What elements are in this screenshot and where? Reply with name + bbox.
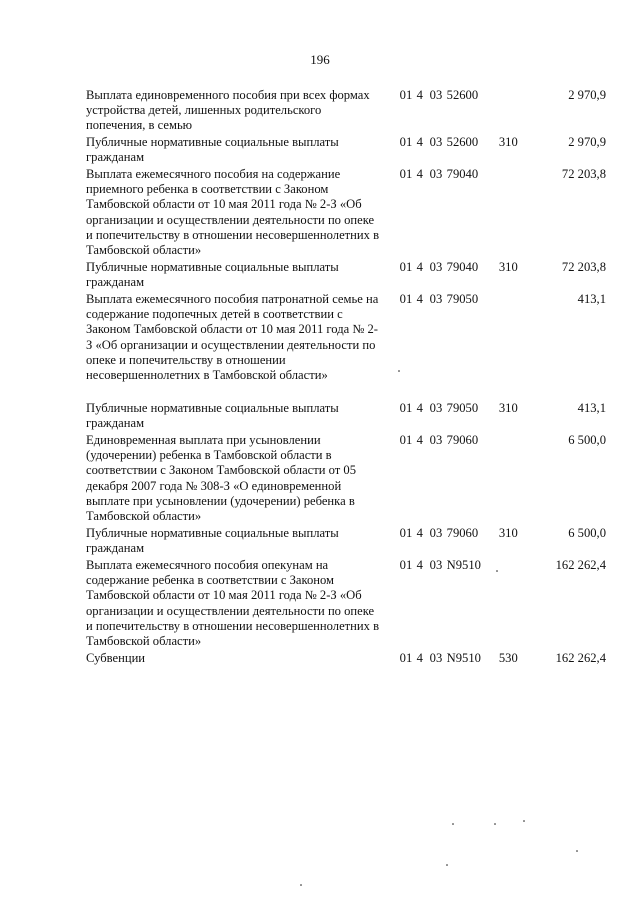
code-part: N9510 bbox=[446, 651, 481, 665]
code-part: 03 bbox=[429, 526, 443, 540]
row-code bbox=[388, 167, 499, 182]
code-part: 4 bbox=[416, 167, 423, 181]
row-amount: 162 262,4 bbox=[555, 558, 606, 572]
code-part: 03 bbox=[429, 260, 443, 274]
code-part: 4 bbox=[416, 260, 423, 274]
table-row bbox=[86, 433, 606, 526]
row-amount: 72 203,8 bbox=[561, 167, 606, 181]
row-code bbox=[388, 260, 499, 275]
row-name: Выплата ежемесячного пособия патронатной семье на содержание подопечных детей в соответствии с Законом Тамбовской области от 10 мая 2011 года № 2-З «Об организации и осуществлении деятельности по опеке и попечительству в отношении несовершеннолетних в Тамбовской области» bbox=[86, 292, 379, 383]
code-part: 4 bbox=[416, 526, 423, 540]
code-part: 4 bbox=[416, 651, 423, 665]
row-name: Публичные нормативные социальные выплаты гражданам bbox=[86, 526, 339, 556]
scan-speck bbox=[523, 820, 525, 822]
code-part: 01 bbox=[399, 558, 413, 572]
row-code bbox=[388, 292, 499, 307]
row-code bbox=[388, 433, 499, 448]
code-part: 4 bbox=[416, 88, 423, 102]
code-part: 03 bbox=[429, 433, 443, 447]
page-number: 196 bbox=[310, 52, 330, 67]
code-part: 03 bbox=[429, 135, 443, 149]
code-part: 4 bbox=[416, 433, 423, 447]
code-part: 79050 bbox=[446, 401, 479, 415]
code-part: 01 bbox=[399, 260, 413, 274]
row-amount: 2 970,9 bbox=[568, 88, 606, 102]
budget-table bbox=[86, 88, 606, 671]
code-part: 52600 bbox=[446, 88, 479, 102]
table-row bbox=[86, 260, 606, 292]
code-part: 01 bbox=[399, 401, 413, 415]
row-amount: 6 500,0 bbox=[568, 526, 606, 540]
row-amount: 162 262,4 bbox=[555, 651, 606, 665]
row-name: Единовременная выплата при усыновлении (удочерении) ребенка в Тамбовской области в соответствии с Законом Тамбовской области от 05 декабря 2007 года № 308-З «О единовременной выплате при усыновлении (удочерении) ребенка в Тамбовской области» bbox=[86, 433, 357, 524]
code-part: 03 bbox=[429, 401, 443, 415]
row-name: Публичные нормативные социальные выплаты гражданам bbox=[86, 135, 339, 165]
row-name: Публичные нормативные социальные выплаты гражданам bbox=[86, 401, 339, 431]
scan-speck bbox=[446, 864, 448, 866]
code-part: 4 bbox=[416, 401, 423, 415]
code-part: 4 bbox=[416, 558, 423, 572]
table-row bbox=[86, 88, 606, 135]
row-code bbox=[388, 401, 499, 416]
row-name: Субвенции bbox=[86, 651, 146, 665]
code-part: 79060 bbox=[446, 433, 479, 447]
code-part: 01 bbox=[399, 526, 413, 540]
row-amount: 2 970,9 bbox=[568, 135, 606, 149]
row-amount: 413,1 bbox=[577, 401, 606, 415]
scan-speck bbox=[494, 823, 496, 825]
row-name: Публичные нормативные социальные выплаты гражданам bbox=[86, 260, 339, 290]
scan-speck bbox=[398, 370, 400, 372]
row-vr: 310 bbox=[498, 135, 518, 149]
scan-speck bbox=[576, 850, 578, 852]
row-code bbox=[388, 558, 499, 573]
row-amount: 6 500,0 bbox=[568, 433, 606, 447]
table-row bbox=[86, 401, 606, 433]
code-part: N9510 bbox=[446, 558, 481, 572]
code-part: 79040 bbox=[446, 260, 479, 274]
code-part: 79060 bbox=[446, 526, 479, 540]
row-code bbox=[388, 526, 499, 541]
code-part: 01 bbox=[399, 88, 413, 102]
row-vr: 310 bbox=[498, 401, 518, 415]
code-part: 03 bbox=[429, 292, 443, 306]
row-amount: 72 203,8 bbox=[561, 260, 606, 274]
row-name: Выплата ежемесячного пособия опекунам на содержание ребенка в соответствии с Законом Тамбовской области от 10 мая 2011 года № 2-З «Об организации и осуществлении деятельности по опеке и попечительству в отношении несовершеннолетних в Тамбовской области» bbox=[86, 558, 380, 649]
code-part: 79050 bbox=[446, 292, 479, 306]
table-row bbox=[86, 651, 606, 671]
table-row bbox=[86, 526, 606, 558]
row-vr: 530 bbox=[498, 651, 518, 665]
row-name: Выплата ежемесячного пособия на содержание приемного ребенка в соответствии с Законом Тамбовской области от 10 мая 2011 года № 2-З «Об организации и осуществлении деятельности по опеке и попечительству в отношении несовершеннолетних в Тамбовской области» bbox=[86, 167, 380, 258]
scan-speck bbox=[452, 823, 454, 825]
table-row bbox=[86, 292, 606, 401]
code-part: 79040 bbox=[446, 167, 479, 181]
row-code bbox=[388, 88, 499, 103]
row-vr: 310 bbox=[498, 260, 518, 274]
scan-speck bbox=[300, 884, 302, 886]
code-part: 01 bbox=[399, 292, 413, 306]
table-row bbox=[86, 558, 606, 651]
row-vr: 310 bbox=[498, 526, 518, 540]
code-part: 01 bbox=[399, 433, 413, 447]
code-part: 01 bbox=[399, 135, 413, 149]
row-code bbox=[388, 651, 499, 666]
code-part: 52600 bbox=[446, 135, 479, 149]
row-code bbox=[388, 135, 499, 150]
table-row bbox=[86, 135, 606, 167]
code-part: 4 bbox=[416, 292, 423, 306]
table-row bbox=[86, 167, 606, 260]
code-part: 03 bbox=[429, 88, 443, 102]
code-part: 4 bbox=[416, 135, 423, 149]
scan-speck bbox=[496, 570, 498, 572]
code-part: 01 bbox=[399, 651, 413, 665]
code-part: 03 bbox=[429, 558, 443, 572]
code-part: 01 bbox=[399, 167, 413, 181]
code-part: 03 bbox=[429, 167, 443, 181]
code-part: 03 bbox=[429, 651, 443, 665]
row-amount: 413,1 bbox=[577, 292, 606, 306]
row-name: Выплата единовременного пособия при всех формах устройства детей, лишенных родительского попечения, в семью bbox=[86, 88, 370, 133]
